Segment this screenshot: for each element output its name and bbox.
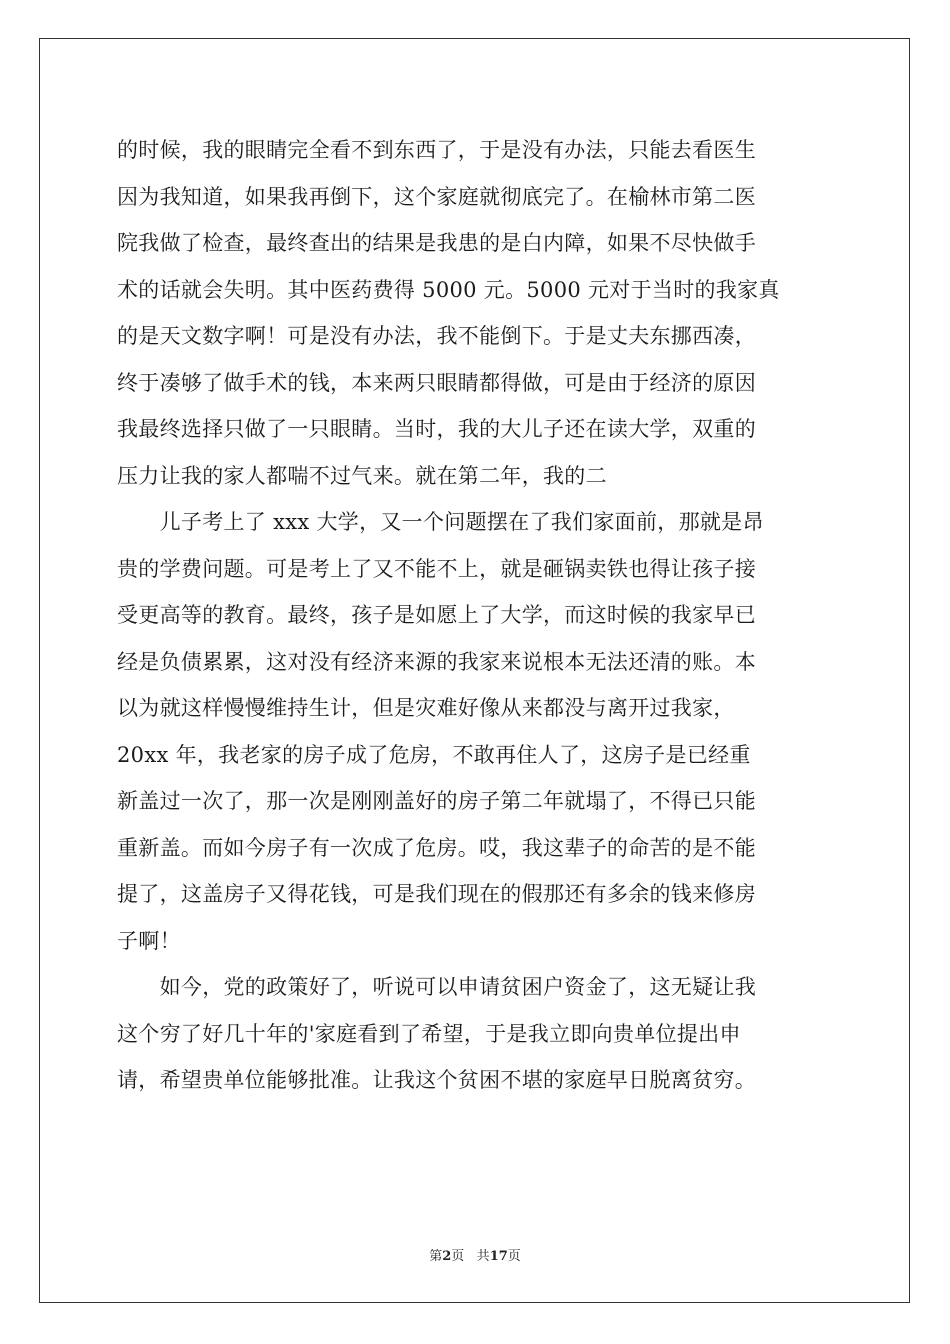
total-pages-number: 17 [489, 1249, 508, 1264]
total-prefix: 共 [476, 1249, 490, 1264]
text-line: 新盖过一次了，那一次是刚刚盖好的房子第二年就塌了，不得已只能 [117, 789, 756, 813]
text-line: 因为我知道，如果我再倒下，这个家庭就彻底完了。在榆林市第二医 [117, 184, 756, 209]
current-page-number: 2 [442, 1249, 452, 1264]
text-line: 贵的学费问题。可是考上了又不能不上，就是砸锅卖铁也得让孩子接 [117, 556, 756, 581]
text-line: 20xx 年，我老家的房子成了危房，不敢再住人了，这房子是已经重 [117, 742, 751, 767]
page-footer [0, 1249, 950, 1265]
text-line: 子啊！ [117, 928, 181, 953]
text-line: 重新盖。而如今房子有一次成了危房。哎，我这辈子的命苦的是不能 [117, 835, 756, 860]
document-body [117, 127, 835, 1104]
text-line: 压力让我的家人都喘不过气来。就在第二年，我的二 [117, 463, 607, 488]
text-line: 经是负债累累，这对没有经济来源的我家来说根本无法还清的账。本 [117, 649, 756, 674]
text-line: 我最终选择只做了一只眼睛。当时，我的大儿子还在读大学，双重的 [117, 417, 756, 441]
text-line: 提了，这盖房子又得花钱，可是我们现在的假那还有多余的钱来修房 [117, 882, 756, 906]
text-line: 请，希望贵单位能够批准。让我这个贫困不堪的家庭早日脱离贫穷。 [117, 1068, 756, 1092]
paragraph-start-line: 儿子考上了 xxx 大学，又一个问题摆在了我们家面前，那就是昂 [117, 510, 764, 534]
text-line: 的是天文数字啊！可是没有办法，我不能倒下。于是丈夫东挪西凑， [117, 324, 756, 348]
text-line: 的时候，我的眼睛完全看不到东西了，于是没有办法，只能去看医生 [117, 138, 756, 162]
text-line: 以为就这样慢慢维持生计，但是灾难好像从来都没与离开过我家， [117, 696, 735, 720]
text-line: 这个穷了好几十年的'家庭看到了希望，于是我立即向贵单位提出申 [117, 1021, 741, 1046]
text-line: 院我做了检查，最终查出的结果是我患的是白内障，如果不尽快做手 [117, 231, 756, 255]
paragraph-start-line: 如今，党的政策好了，听说可以申请贫困户资金了，这无疑让我 [117, 975, 756, 999]
page-prefix: 第 [429, 1249, 443, 1264]
text-line: 终于凑够了做手术的钱，本来两只眼睛都得做，可是由于经济的原因 [117, 370, 756, 395]
total-suffix: 页 [507, 1249, 521, 1264]
text-line: 术的话就会失明。其中医药费得 5000 元。5000 元对于当时的我家真 [117, 277, 780, 302]
text-line: 受更高等的教育。最终，孩子是如愿上了大学，而这时候的我家早已 [117, 603, 756, 627]
page-suffix: 页 [451, 1249, 465, 1264]
